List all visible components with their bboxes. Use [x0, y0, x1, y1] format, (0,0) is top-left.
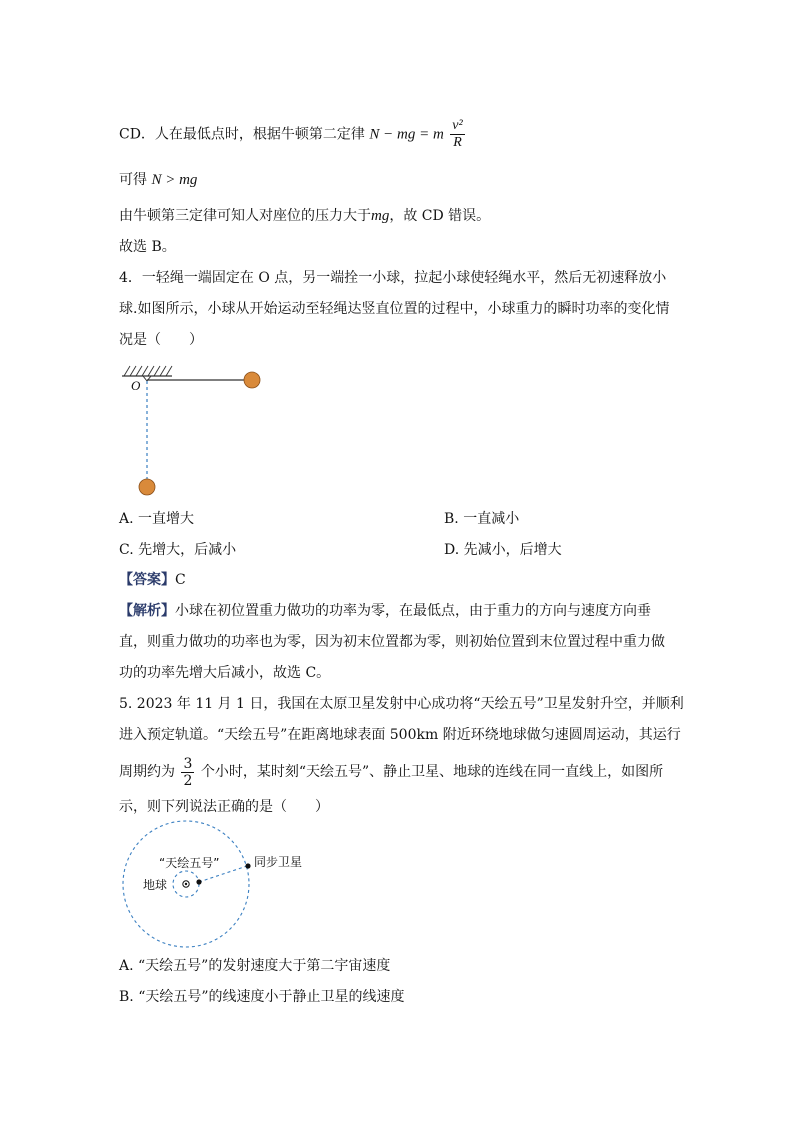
pivot-label-o: O	[131, 378, 141, 393]
frac-denominator-2: 2	[183, 772, 193, 789]
q4-option-d: D. 先减小，后增大	[444, 542, 562, 558]
q4-answer-line	[119, 570, 186, 590]
analysis-tag: 【解析】	[119, 603, 175, 619]
analysis-text-1: 小球在初位置重力做功的功率为零，在最低点，由于重力的方向与速度方向垂	[175, 603, 651, 619]
label-earth: 地球	[143, 878, 168, 892]
q4-stem-line1: 4．一轻绳一端固定在 O 点，另一端拴一小球，拉起小球使轻绳水平，然后无初速释放小	[119, 270, 667, 286]
label-sync: 同步卫星	[254, 855, 303, 869]
q4-option-b: B. 一直减小	[444, 511, 520, 527]
q4-analysis-line1	[119, 601, 651, 621]
mg-symbol: mg	[371, 208, 390, 224]
earth-center-dot	[185, 883, 187, 885]
frac-denominator: R	[453, 135, 462, 150]
q5-stem-line4: 示，则下列说法正确的是（ ）	[119, 799, 329, 815]
frac-numerator-3: 3	[183, 755, 193, 772]
q5-stem-line2: 进入预定轨道。“天绘五号”在距离地球表面 500km 附近环绕地球做匀速圆周运动，其运行	[119, 727, 681, 743]
deduce-text: 可得	[119, 172, 147, 188]
q5-stem-line1: 5. 2023 年 11 月 1 日，我国在太原卫星发射中心成功将“天绘五号”卫星发射升空，并顺利	[119, 696, 684, 712]
inequality-formula: N > mg	[151, 172, 198, 188]
ball-initial	[244, 372, 260, 388]
q5-option-a: A. “天绘五号”的发射速度大于第二宇宙速度	[119, 958, 391, 974]
label-tianhui: “天绘五号”	[159, 856, 220, 870]
newton3-text-b: ，故 CD 错误。	[389, 208, 491, 224]
q4-analysis-line2: 直，则重力做功的功率也为零，因为初末位置都为零，则初始位置到末位置过程中重力做	[119, 634, 665, 650]
period-text: 周期约为	[119, 764, 175, 780]
q4-analysis-line3: 功的功率先增大后减小，故选 C。	[119, 665, 331, 681]
sync-satellite-dot	[245, 863, 250, 868]
newton3-text-a: 由牛顿第三定律可知人对座位的压力大于	[119, 208, 371, 224]
q4-option-a: A. 一直增大	[119, 511, 195, 527]
q5-option-b: B. “天绘五号”的线速度小于静止卫星的线速度	[119, 989, 405, 1005]
orbit-diagram	[123, 821, 302, 947]
ball-lowest	[139, 479, 155, 495]
newton2-formula: N − mg = m	[369, 126, 444, 143]
q5-stem-line3-rest: 个小时，某时刻“天绘五号”、静止卫星、地球的连线在同一直线上，如图所	[200, 764, 664, 780]
q4-stem-line2: 球.如图所示，小球从开始运动至轻绳达竖直位置的过程中，小球重力的瞬时功率的变化情	[119, 301, 670, 317]
three-halves-fraction	[181, 756, 194, 789]
frac-numerator: v²	[452, 118, 463, 133]
tianhui-satellite-dot	[196, 879, 201, 884]
choose-b-line: 故选 B。	[119, 239, 176, 255]
cd-text: CD．人在最低点时，根据牛顿第二定律	[119, 126, 365, 143]
q4-option-c: C. 先增大，后减小	[119, 542, 237, 558]
answer-value: C	[175, 572, 186, 588]
answer-tag: 【答案】	[119, 572, 175, 588]
ceiling-hatch	[122, 366, 172, 376]
q5-stem-line3	[119, 754, 663, 790]
q4-stem-line3: 况是（ ）	[119, 332, 203, 348]
